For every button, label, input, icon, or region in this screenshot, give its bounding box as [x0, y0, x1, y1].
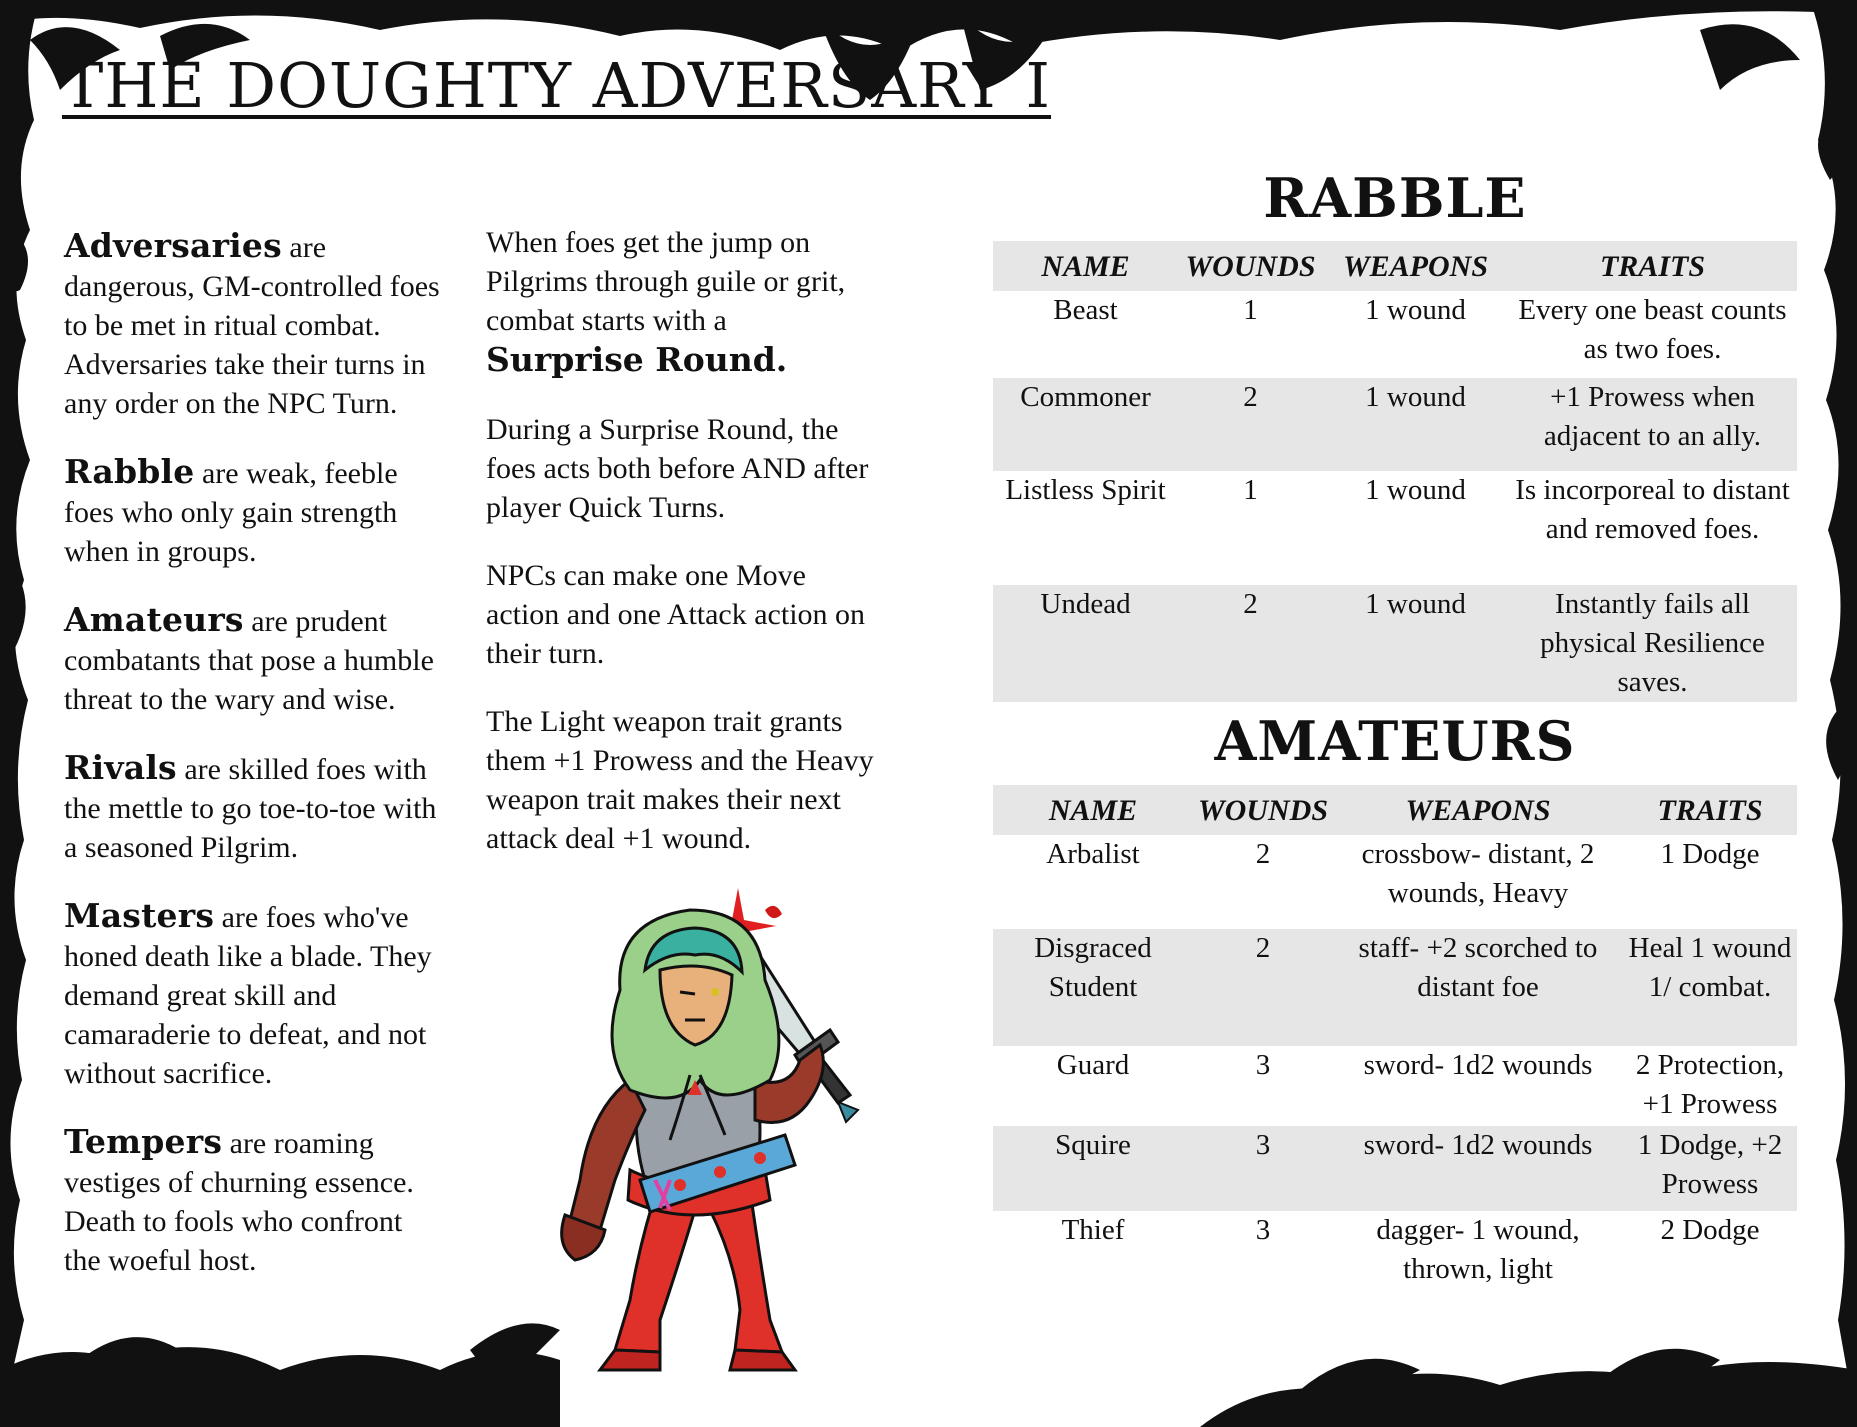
rabble-header-wounds: WOUNDS — [1185, 249, 1316, 283]
surprise-intro-text: When foes get the jump on Pilgrims through guile or grit, combat starts with a — [486, 226, 846, 337]
combat-rules-column — [486, 223, 886, 887]
cell-weapons: staff- +2 scorched to distant foe — [1358, 932, 1598, 1003]
bottom-right-ornament — [1200, 1362, 1857, 1427]
masters-paragraph — [64, 896, 444, 1093]
amateurs-title: AMATEURS — [1214, 709, 1576, 773]
cell-weapons: 1 wound — [1365, 588, 1466, 620]
cell-name: Thief — [1061, 1214, 1125, 1246]
table-row — [993, 1046, 1797, 1126]
cell-wounds: 3 — [1255, 1049, 1271, 1081]
table-row — [993, 1126, 1797, 1211]
cell-weapons: 1 wound — [1365, 294, 1466, 326]
amateurs-term: Amateurs — [64, 600, 244, 639]
cell-traits: Instantly fails all physical Resilience saves. — [1540, 588, 1765, 698]
cell-name: Guard — [1056, 1049, 1130, 1081]
cell-name: Listless Spirit — [1005, 474, 1166, 506]
cell-weapons: sword- 1d2 wounds — [1363, 1129, 1593, 1161]
right-edge-ornament — [1810, 0, 1857, 1427]
rabble-paragraph — [64, 452, 444, 571]
table-row — [993, 929, 1797, 1046]
rivals-text: are skilled foes with the mettle to go toe-to-toe with a seasoned Pilgrim. — [64, 753, 437, 864]
top-edge-ornament — [0, 0, 1857, 52]
rabble-title: RABBLE — [1263, 166, 1527, 230]
cell-wounds: 2 — [1243, 381, 1258, 413]
npc-actions-paragraph: NPCs can make one Move action and one Attack action on their turn. — [486, 559, 866, 670]
table-row — [993, 1211, 1797, 1297]
cell-wounds: 2 — [1255, 932, 1271, 964]
cell-traits: 1 Dodge — [1660, 838, 1760, 870]
tempers-paragraph — [64, 1122, 444, 1280]
cell-name: Beast — [1053, 294, 1118, 326]
cell-wounds: 2 — [1255, 838, 1271, 870]
cell-wounds: 3 — [1255, 1214, 1271, 1246]
left-arm-drawing — [570, 1080, 645, 1230]
page-number-left: 37 — [34, 1370, 62, 1401]
amateurs-header-row — [993, 785, 1797, 835]
cell-name: Undead — [1040, 588, 1131, 620]
surprise-round-paragraph: During a Surprise Round, the foes acts both before AND after player Quick Turns. — [486, 413, 869, 524]
cell-traits: 2 Dodge — [1660, 1214, 1760, 1246]
cell-traits: 1 Dodge, +2 Prowess — [1637, 1129, 1783, 1200]
masters-text: are foes who've honed death like a blade. They demand great skill and camaraderie to defeat, and not without sacrifice. — [64, 901, 432, 1090]
weapon-trait-paragraph: The Light weapon trait grants them +1 Prowess and the Heavy weapon trait makes their next attack deal +1 wound. — [486, 705, 874, 855]
amateurs-header-name: NAME — [1048, 793, 1138, 827]
rabble-table — [993, 241, 1797, 702]
cell-traits: Is incorporeal to distant and removed foes. — [1515, 474, 1790, 545]
amateurs-table — [993, 785, 1797, 1297]
cell-weapons: crossbow- distant, 2 wounds, Heavy — [1361, 838, 1595, 909]
page-number-right: 38 — [1794, 1370, 1822, 1401]
tempers-text: are roaming vestiges of churning essence. Death to fools who confront the woeful host. — [64, 1127, 414, 1277]
rivals-paragraph — [64, 748, 444, 867]
cell-name: Disgraced Student — [1034, 932, 1152, 1003]
cell-wounds: 3 — [1255, 1129, 1271, 1161]
page-title: THE DOUGHTY ADVERSARY I — [62, 49, 1052, 122]
tempers-term: Tempers — [64, 1122, 223, 1161]
cell-traits: +1 Prowess when adjacent to an ally. — [1543, 381, 1762, 452]
adversary-illustration — [520, 880, 900, 1380]
cell-wounds: 1 — [1243, 294, 1258, 326]
left-edge-ornament — [0, 0, 40, 1427]
table-row — [993, 835, 1797, 929]
table-row — [993, 471, 1797, 585]
cell-name: Squire — [1055, 1129, 1131, 1161]
amateurs-header-weapons: WEAPONS — [1405, 793, 1551, 827]
adversaries-term: Adversaries — [64, 226, 282, 265]
cell-weapons: 1 wound — [1365, 381, 1466, 413]
cell-wounds: 2 — [1243, 588, 1258, 620]
rabble-term: Rabble — [64, 452, 195, 491]
table-row — [993, 291, 1797, 378]
surprise-intro-paragraph — [486, 223, 886, 381]
surprise-round-term: Surprise Round. — [486, 340, 788, 379]
cell-traits: Heal 1 wound 1/ combat. — [1628, 932, 1792, 1003]
cell-wounds: 1 — [1243, 474, 1258, 506]
cell-traits: Every one beast counts as two foes. — [1518, 294, 1787, 365]
table-row — [993, 585, 1797, 702]
adversaries-paragraph — [64, 226, 444, 423]
cell-weapons: sword- 1d2 wounds — [1363, 1049, 1593, 1081]
rabble-header-weapons: WEAPONS — [1342, 249, 1489, 283]
amateurs-text: are prudent combatants that pose a humble threat to the wary and wise. — [64, 605, 434, 716]
rabble-header-row — [993, 241, 1797, 291]
masters-term: Masters — [64, 896, 215, 935]
rabble-header-name: NAME — [1041, 249, 1130, 283]
rabble-text: are weak, feeble foes who only gain strength when in groups. — [64, 457, 398, 568]
rivals-term: Rivals — [64, 748, 177, 787]
cell-name: Commoner — [1020, 381, 1151, 413]
amateurs-paragraph — [64, 600, 444, 719]
rabble-header-traits: TRAITS — [1599, 249, 1706, 283]
cell-traits: 2 Protection, +1 Prowess — [1635, 1049, 1785, 1120]
amateurs-header-wounds: WOUNDS — [1197, 793, 1329, 827]
amateurs-header-traits: TRAITS — [1657, 793, 1763, 827]
adversary-types-column — [64, 226, 444, 1309]
table-row — [993, 378, 1797, 471]
adversaries-text: are dangerous, GM-controlled foes to be met in ritual combat. Adversaries take their turns in any order on the NPC Turn. — [64, 231, 440, 420]
cell-weapons: dagger- 1 wound, thrown, light — [1376, 1214, 1580, 1285]
cell-weapons: 1 wound — [1365, 474, 1466, 506]
cell-name: Arbalist — [1046, 838, 1140, 870]
